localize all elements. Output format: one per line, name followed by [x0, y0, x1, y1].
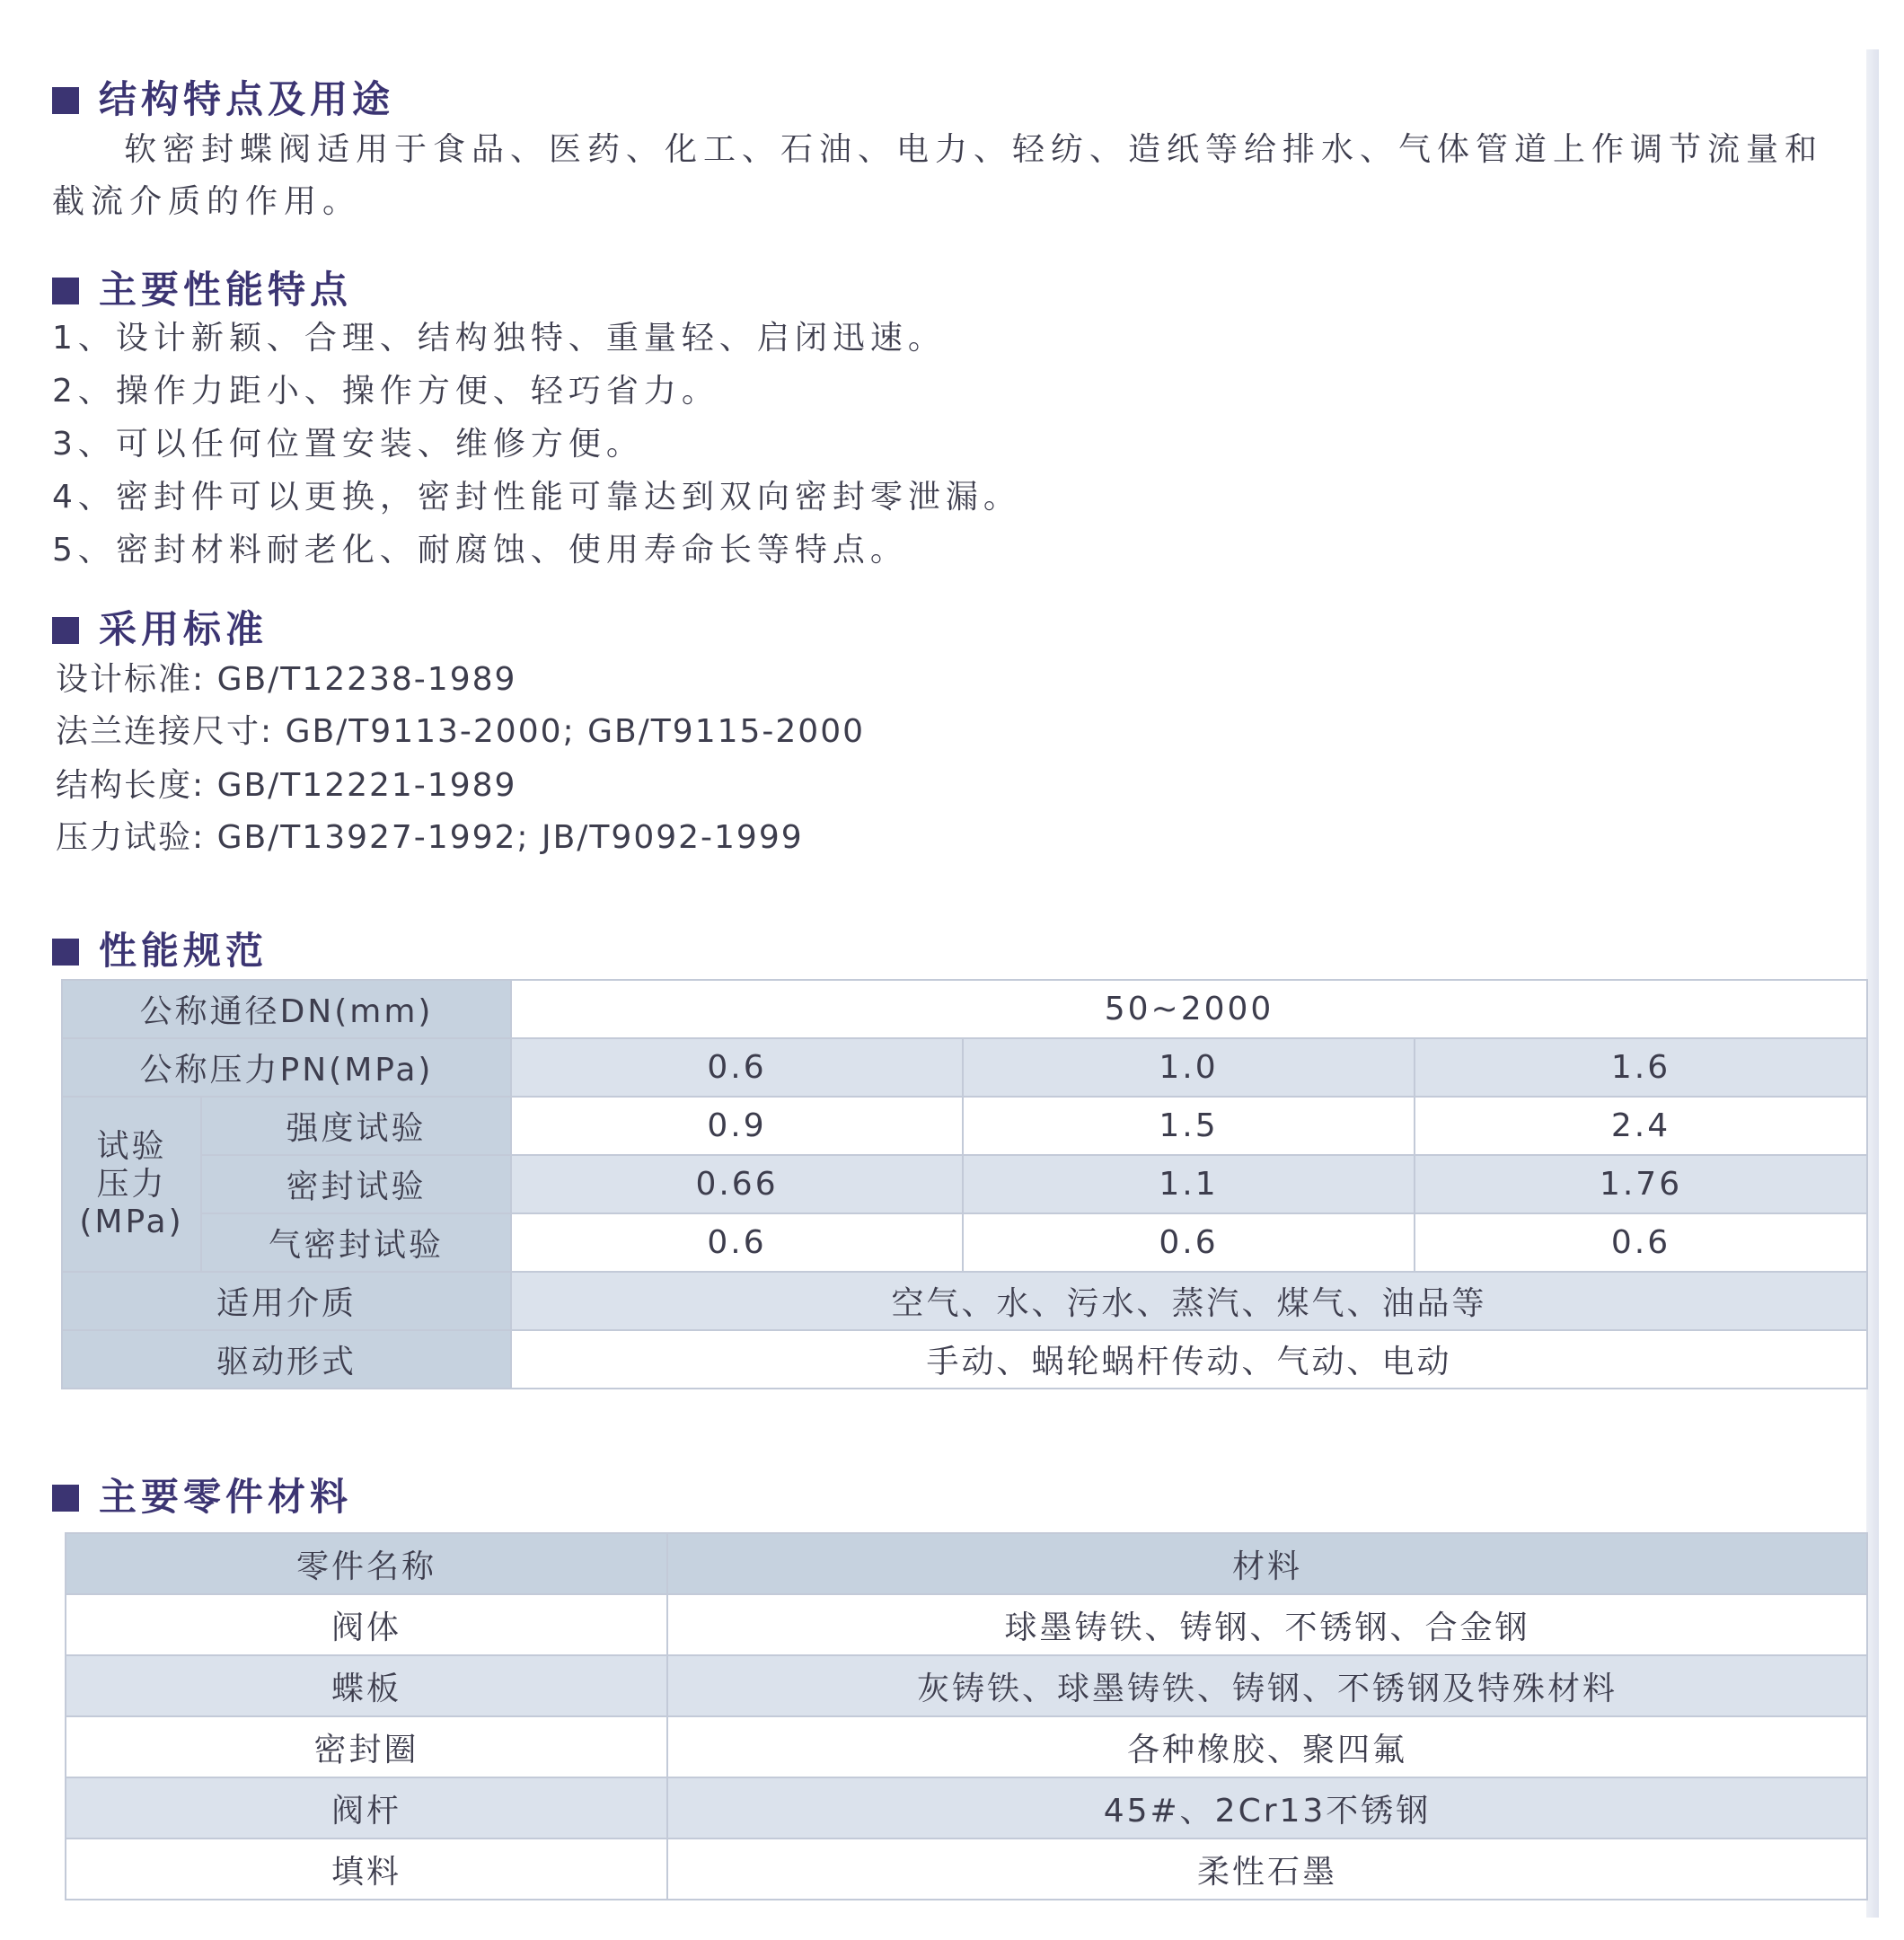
test-value: 1.1 [963, 1155, 1415, 1213]
heading-square-icon [52, 278, 79, 304]
pn-label: 公称压力PN(MPa) [62, 1038, 511, 1097]
materials-heading: 主要零件材料 [52, 1468, 352, 1521]
medium-value: 空气、水、污水、蒸汽、煤气、油品等 [511, 1272, 1867, 1330]
header-material: 材料 [667, 1533, 1867, 1594]
table-row [66, 1716, 1867, 1777]
feature-item: 1、设计新颖、合理、结构独特、重量轻、启闭迅速。 [52, 320, 946, 357]
part-material: 球墨铸铁、铸钢、不锈钢、合金钢 [667, 1594, 1867, 1655]
part-material: 45#、2Cr13不锈钢 [667, 1777, 1867, 1839]
table-header-row [66, 1533, 1867, 1594]
table-row [62, 1155, 1867, 1213]
test-label: 强度试验 [201, 1097, 511, 1155]
test-label: 气密封试验 [201, 1213, 511, 1272]
table-row [62, 1097, 1867, 1155]
header-part: 零件名称 [66, 1533, 667, 1594]
table-row [66, 1594, 1867, 1655]
standards-heading: 采用标准 [52, 600, 268, 654]
part-material: 灰铸铁、球墨铸铁、铸钢、不锈钢及特殊材料 [667, 1655, 1867, 1716]
pn-value: 1.0 [963, 1038, 1415, 1097]
specs-table [61, 979, 1868, 1389]
table-row [66, 1655, 1867, 1716]
test-value: 0.9 [511, 1097, 963, 1155]
test-value: 0.6 [511, 1213, 963, 1272]
test-value: 0.6 [1415, 1213, 1867, 1272]
table-row [62, 1272, 1867, 1330]
table-row [66, 1839, 1867, 1900]
heading-square-icon [52, 1485, 79, 1512]
structure-heading: 结构特点及用途 [52, 70, 394, 124]
test-value: 2.4 [1415, 1097, 1867, 1155]
pn-value: 0.6 [511, 1038, 963, 1097]
feature-item: 5、密封材料耐老化、耐腐蚀、使用寿命长等特点。 [52, 532, 908, 569]
part-name: 填料 [66, 1839, 667, 1900]
pn-value: 1.6 [1415, 1038, 1867, 1097]
feature-item: 2、操作力距小、操作方便、轻巧省力。 [52, 373, 719, 410]
test-value: 0.6 [963, 1213, 1415, 1272]
part-name: 阀杆 [66, 1777, 667, 1839]
table-row [62, 1213, 1867, 1272]
dn-label: 公称通径DN(mm) [62, 980, 511, 1038]
part-material: 柔性石墨 [667, 1839, 1867, 1900]
heading-square-icon [52, 87, 79, 114]
part-name: 密封圈 [66, 1716, 667, 1777]
standard-line: 法兰连接尺寸: GB/T9113-2000; GB/T9115-2000 [56, 713, 866, 750]
test-value: 1.5 [963, 1097, 1415, 1155]
drive-value: 手动、蜗轮蜗杆传动、气动、电动 [511, 1330, 1867, 1389]
test-pressure-group-label: 试验 压力 (MPa) [62, 1097, 201, 1272]
part-name: 阀体 [66, 1594, 667, 1655]
materials-table [65, 1532, 1868, 1900]
performance-features-heading: 主要性能特点 [52, 260, 352, 314]
feature-item: 4、密封件可以更换，密封性能可靠达到双向密封零泄漏。 [52, 479, 1021, 516]
table-row [62, 1330, 1867, 1389]
test-value: 0.66 [511, 1155, 963, 1213]
medium-label: 适用介质 [62, 1272, 511, 1330]
table-row [66, 1777, 1867, 1839]
specs-heading: 性能规范 [52, 922, 268, 975]
test-label: 密封试验 [201, 1155, 511, 1213]
heading-square-icon [52, 939, 79, 966]
part-name: 蝶板 [66, 1655, 667, 1716]
table-row [62, 1038, 1867, 1097]
drive-label: 驱动形式 [62, 1330, 511, 1389]
standard-line: 结构长度: GB/T12221-1989 [56, 767, 517, 804]
standard-line: 设计标准: GB/T12238-1989 [56, 661, 517, 698]
standard-line: 压力试验: GB/T13927-1992; JB/T9092-1999 [56, 819, 804, 856]
dn-value: 50~2000 [511, 980, 1867, 1038]
feature-item: 3、可以任何位置安装、维修方便。 [52, 426, 644, 463]
structure-paragraph: 软密封蝶阀适用于食品、医药、化工、石油、电力、轻纺、造纸等给排水、气体管道上作调节流量和截流介质的作用。 [52, 131, 1824, 220]
part-material: 各种橡胶、聚四氟 [667, 1716, 1867, 1777]
heading-square-icon [52, 617, 79, 644]
test-value: 1.76 [1415, 1155, 1867, 1213]
table-row [62, 980, 1867, 1038]
